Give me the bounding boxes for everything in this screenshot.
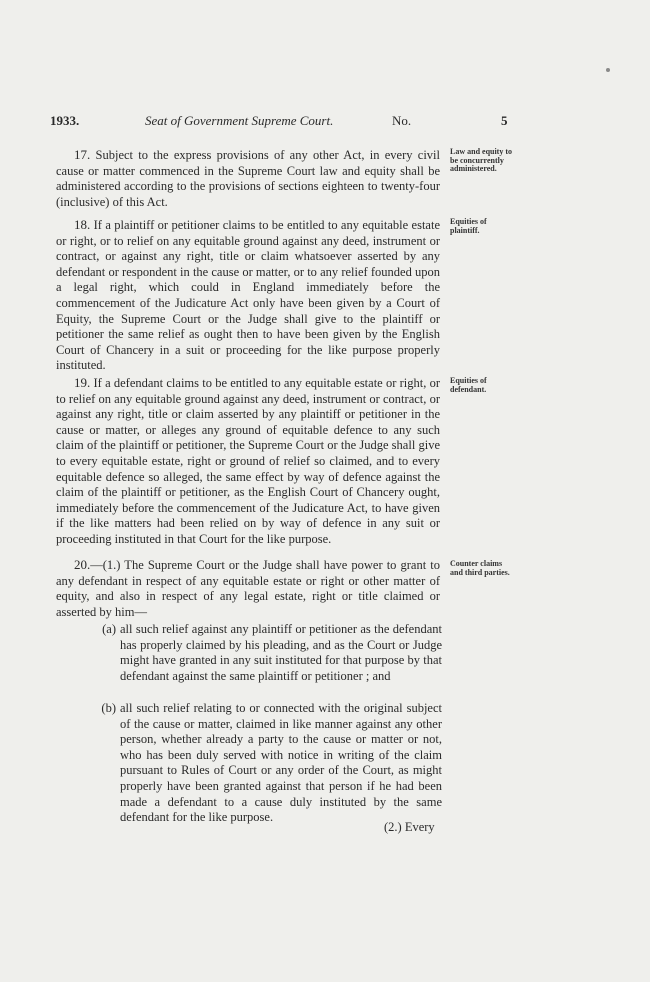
section-17 (56, 147, 440, 210)
section-text: —(1.) The Supreme Court or the Judge shall have power to grant to any defendant in respect of any equitable estate or right or other matter of equity, and also in respect of any legal estate, right or title claimed or asserted by him— (56, 558, 440, 619)
section-19 (56, 375, 440, 548)
page-number: 5 (501, 113, 508, 128)
subsection-text: all such relief against any plaintiff or petitioner as the defendant has properly claimed by his pleading, and as the Court or Judge might have granted in any suit instituted for that purpose by that defendant against the same plaintiff or petitioner ; and (120, 622, 442, 683)
margin-note-20: Counter claims and third parties. (450, 559, 510, 577)
subsection-label: (b) (101, 701, 116, 715)
paper-speck (606, 68, 610, 72)
margin-note-17: Law and equity to be concurrently administered. (450, 147, 513, 173)
margin-note-18: Equities of plaintiff. (450, 217, 487, 235)
subsection-a (102, 622, 442, 684)
header-year: 1933. (50, 113, 80, 128)
running-header (50, 113, 512, 133)
section-text: Subject to the express provisions of any other Act, in every civil cause or matter commenced in the Supreme Court law and equity shall be administered according to the provisions of sections eighteen to twenty-four (inclusive) of this Act. (56, 148, 440, 209)
section-text: If a defendant claims to be entitled to any equitable estate or right, or to relief on any equitable ground against any deed, instrument or contract, or against any right, title or claim asserted by any plaintiff or petitioner in the cause or matter, or alleges any ground of equitable defence to any such claim of the plaintiff or petitioner, the Supreme Court or the Judge shall give to every equitable estate, right or ground of relief so claimed, and to every equitable defence so alleged, the same effect by way of defence against the claim of the plaintiff or petitioner, as the English Court of Chancery ought, immediately before the commencement of the Judicature Act, to have given if the like matters had been relied on by way of defence in any suit or proceeding instituted in that Court for the like purpose. (56, 376, 441, 546)
section-20 (56, 557, 440, 620)
section-number: 17. (74, 147, 91, 162)
margin-note-19: Equities of defendant. (450, 376, 487, 394)
section-number: 19. (74, 375, 91, 390)
section-number: 18. (74, 217, 91, 232)
subsection-b (101, 701, 442, 826)
section-number: 20. (74, 557, 91, 572)
header-title: Seat of Government Supreme Court. (145, 113, 334, 128)
section-18 (56, 217, 440, 374)
subsection-label: (a) (102, 622, 116, 636)
header-number-label: No. (392, 113, 412, 128)
catchword: (2.) Every (384, 820, 435, 834)
section-text: If a plaintiff or petitioner claims to be entitled to any equitable estate or right, or to relief on any equitable ground against any deed, instrument or contract, or against any right, title or claim whatsoever asserted by any defendant or respondent in the cause or matter, or to any relief founded upon a legal right, which could in England immediately before the commencement of the Judicature Act only have been given by a Court of Equity, the Supreme Court or the Judge shall give to the plaintiff or petitioner the same relief as ought then to have been given by the English Court of Chancery in a suit or proceeding for the like purpose properly instituted. (56, 218, 440, 373)
subsection-text: all such relief relating to or connected with the original subject of the cause or matter, claimed in like manner against any other person, whether already a party to the cause or matter or not, who has been duly served with notice in writing of the claim pursuant to Rules of Court or any order of the Court, as might properly have been granted against that person if he had been made a defendant to a cause duly instituted by the same defendant for the like purpose. (120, 701, 442, 825)
